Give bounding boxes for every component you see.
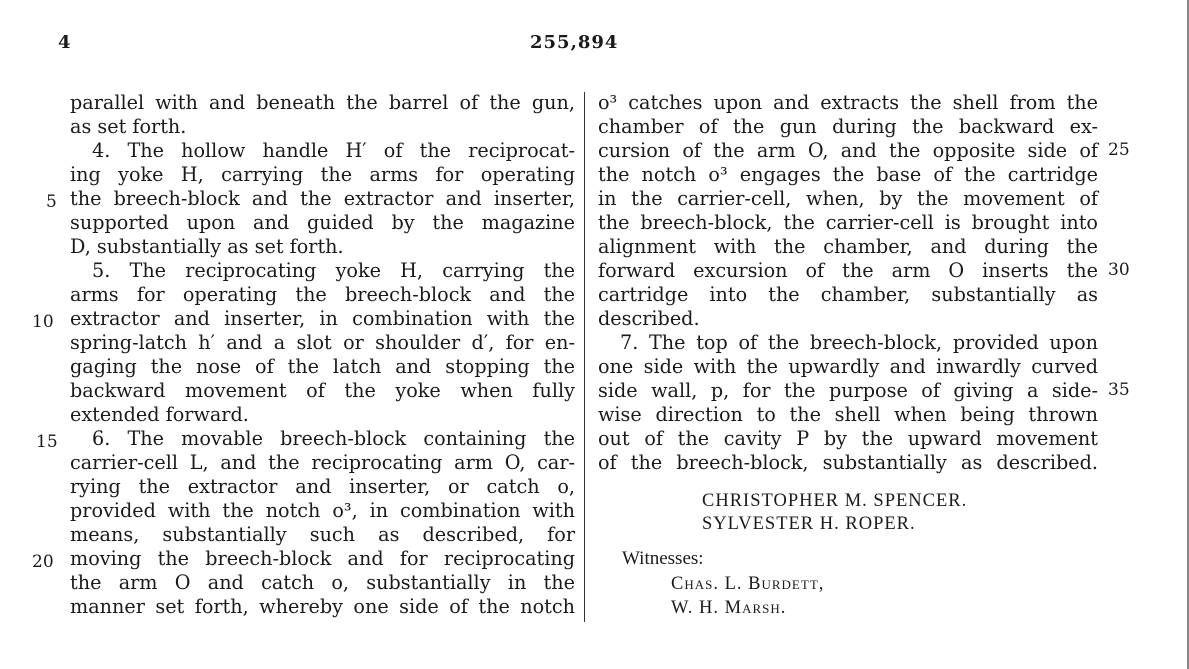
line-number-10: 10 [32,312,54,332]
inventor-signature-roper: SYLVESTER H. ROPER. [702,514,916,534]
claim-7-start: 7. The top of the breech-block, provided upon [620,331,1098,354]
text-line: carrier-cell L, and the reciprocating arm O, car- [70,451,575,474]
line-number-35: 35 [1108,380,1130,400]
text-line: of the breech-block, substantially as described. [598,451,1098,474]
text-line: supported upon and guided by the magazine [70,211,575,234]
column-divider [584,92,585,622]
text-line: described. [598,307,700,330]
text-line: arms for operating the breech-block and the [70,283,575,306]
inventor-signature-spencer: CHRISTOPHER M. SPENCER. [702,491,968,511]
text-line: chamber of the gun during the backward ex- [598,115,1098,138]
line-number-20: 20 [32,552,54,572]
text-line: manner set forth, whereby one side of the notch [70,595,575,618]
text-line: extended forward. [70,403,249,426]
text-line: means, substantially such as described, for [70,523,575,546]
text-line: side wall, p, for the purpose of giving a side- [598,379,1098,402]
text-line: parallel with and beneath the barrel of the gun, [70,91,575,114]
text-line: ing yoke H, carrying the arms for operating [70,163,575,186]
line-number-25: 25 [1108,140,1130,160]
text-line: in the carrier-cell, when, by the movement of [598,187,1098,210]
line-number-15: 15 [36,432,58,452]
text-line: cursion of the arm O, and the opposite side of [598,139,1098,162]
right-column [598,91,1098,475]
witness-burdett: Chas. L. Burdett, [671,574,825,594]
claim-6-start: 6. The movable breech-block containing the [92,427,575,450]
text-line: provided with the notch o³, in combination with [70,499,575,522]
text-line: the arm O and catch o, substantially in the [70,571,575,594]
text-line: o³ catches upon and extracts the shell from the [598,91,1098,114]
text-line: extractor and inserter, in combination with the [70,307,575,330]
text-line: spring-latch h′ and a slot or shoulder d′, for en- [70,331,575,354]
text-line: out of the cavity P by the upward movement [598,427,1098,450]
witnesses-label: Witnesses: [622,548,704,569]
patent-number: 255,894 [530,32,619,53]
witness-marsh: W. H. Marsh. [671,598,787,618]
text-line: the breech-block and the extractor and inserter, [70,187,575,210]
text-line: cartridge into the chamber, substantially as [598,283,1098,306]
text-line: wise direction to the shell when being thrown [598,403,1098,426]
left-column [70,91,575,619]
text-line: forward excursion of the arm O inserts the [598,259,1098,282]
text-line: moving the breech-block and for reciprocating [70,547,575,570]
claim-4-start: 4. The hollow handle H′ of the reciprocat- [92,139,575,162]
line-number-30: 30 [1108,260,1130,280]
text-line: alignment with the chamber, and during the [598,235,1098,258]
text-line: gaging the nose of the latch and stopping the [70,355,575,378]
text-line: as set forth. [70,115,187,138]
text-line: D, substantially as set forth. [70,235,344,258]
text-line: the notch o³ engages the base of the cartridge [598,163,1098,186]
claim-5-start: 5. The reciprocating yoke H, carrying the [92,259,575,282]
line-number-5: 5 [46,192,57,212]
text-line: one side with the upwardly and inwardly curved [598,355,1098,378]
page-number: 4 [58,32,71,53]
text-line: rying the extractor and inserter, or catch o, [70,475,575,498]
text-line: backward movement of the yoke when fully [70,379,575,402]
text-line: the breech-block, the carrier-cell is brought into [598,211,1098,234]
